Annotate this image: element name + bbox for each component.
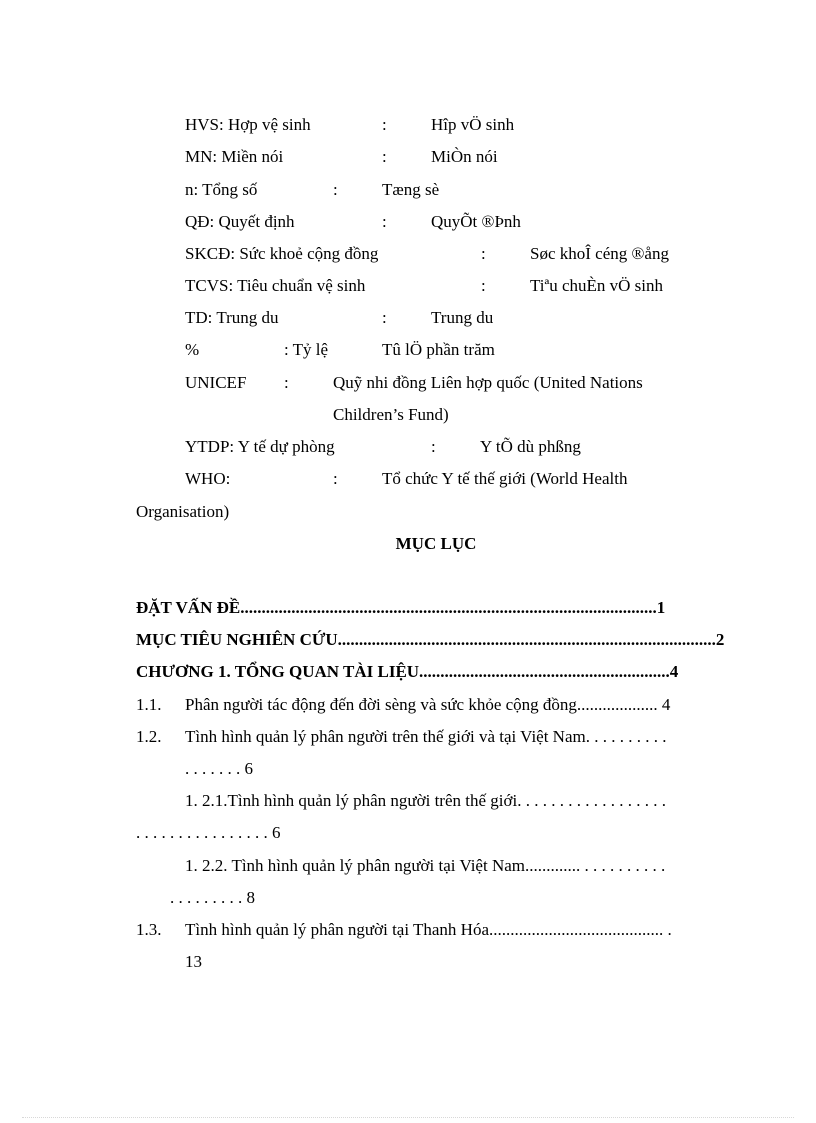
abbr-separator: : Tỷ lệ xyxy=(284,340,329,359)
abbr-separator: : xyxy=(382,308,387,327)
abbr-separator: : xyxy=(333,180,338,199)
abbr-term: QĐ: Quyết định xyxy=(185,212,295,231)
abbr-garbled-text: Søc khoÎ céng ®ång xyxy=(530,244,669,263)
abbr-row-unicef xyxy=(185,372,745,394)
abbr-row-hvs xyxy=(185,114,745,136)
abbr-row-td xyxy=(185,307,745,329)
abbr-separator: : xyxy=(333,469,338,488)
abbr-term: % xyxy=(185,340,200,359)
abbr-garbled-text: Tiªu chuÈn vÖ sinh xyxy=(530,276,663,295)
who-continuation: Organisation) xyxy=(136,502,230,521)
abbr-garbled-text: QuyÕt ®Þnh xyxy=(431,212,521,231)
toc-entry-1-2-2-page: . . . . . . . . . 8 xyxy=(170,888,255,907)
toc-entry-number: 1.1. xyxy=(136,695,162,714)
abbr-garbled-text: Trung du xyxy=(431,308,494,327)
abbr-term: MN: Miền nói xyxy=(185,147,284,166)
toc-entry-1-2-2: 1. 2.2. Tình hình quản lý phân người tại Việt Nam............. . . . . . . . . . . xyxy=(185,856,666,875)
page-bottom-border xyxy=(22,1117,794,1118)
abbr-term: YTDP: Y tế dự phòng xyxy=(185,437,335,456)
abbr-separator: : xyxy=(431,437,436,456)
toc-entry-1-2: Tình hình quản lý phân người trên thế giới và tại Việt Nam. . . . . . . . . . xyxy=(185,727,667,746)
abbr-term: HVS: Hợp vệ sinh xyxy=(185,115,311,134)
toc-entry-1-2-page: . . . . . . . 6 xyxy=(185,759,253,778)
abbr-term: n: Tổng số xyxy=(185,180,258,199)
toc-title: MỤC LỤC xyxy=(395,534,477,553)
abbr-row-qd xyxy=(185,211,745,233)
abbr-garbled-text: Hîp vÖ sinh xyxy=(431,115,515,134)
abbr-term: TD: Trung du xyxy=(185,308,279,327)
toc-entry-1-3: Tình hình quản lý phân người tại Thanh Hóa......................................... . xyxy=(185,920,672,939)
abbr-term: SKCĐ: Sức khoẻ cộng đồng xyxy=(185,244,379,263)
abbr-term: WHO: xyxy=(185,469,231,488)
abbr-garbled-text: Tổ chức Y tế thế giới (World Health xyxy=(382,469,628,488)
toc-entry-number: 1.2. xyxy=(136,727,162,746)
abbr-row-n xyxy=(185,179,745,201)
toc-entry-muc-tieu: MỤC TIÊU NGHIÊN CỨU.........................................................................................2 xyxy=(136,630,725,649)
abbr-row-who xyxy=(185,468,745,490)
abbr-row-tcvs xyxy=(185,275,745,297)
abbr-separator: : xyxy=(481,276,486,295)
abbr-separator: : xyxy=(382,115,387,134)
abbr-separator: : xyxy=(284,373,289,392)
toc-entry-chuong-1: CHƯƠNG 1. TỔNG QUAN TÀI LIỆU...........................................................4 xyxy=(136,662,679,681)
abbr-row-skcd xyxy=(185,243,745,265)
toc-entry-1-1: Phân người tác động đến đời sèng và sức khỏe cộng đồng................... 4 xyxy=(185,695,671,714)
abbr-garbled-text: Children’s Fund) xyxy=(333,405,449,424)
abbr-term: TCVS: Tiêu chuẩn vệ sinh xyxy=(185,276,366,295)
toc-entry-1-2-1-page: . . . . . . . . . . . . . . . . 6 xyxy=(136,823,281,842)
abbr-garbled-text: Tû lÖ phần trăm xyxy=(382,340,495,359)
abbr-row-unicef-continuation xyxy=(185,404,745,426)
abbr-garbled-text: Y tÕ dù phßng xyxy=(480,437,581,456)
toc-entry-1-3-page: 13 xyxy=(185,952,202,971)
abbr-garbled-text: MiÒn nói xyxy=(431,147,498,166)
abbr-garbled-text: Tæng sè xyxy=(382,180,440,199)
abbr-garbled-text: Quỹ nhi đồng Liên hợp quốc (United Nations xyxy=(333,373,643,392)
abbr-separator: : xyxy=(382,212,387,231)
abbr-row-ytdp xyxy=(185,436,745,458)
abbr-row-percent xyxy=(185,339,745,361)
abbr-term: UNICEF xyxy=(185,373,247,392)
toc-entry-number: 1.3. xyxy=(136,920,162,939)
abbr-separator: : xyxy=(481,244,486,263)
toc-entry-1-2-1: 1. 2.1.Tình hình quản lý phân người trên thế giới. . . . . . . . . . . . . . . . . . xyxy=(185,791,666,810)
abbr-row-mn xyxy=(185,146,745,168)
abbr-separator: : xyxy=(382,147,387,166)
toc-entry-dat-van-de: ĐẶT VẤN ĐỀ..................................................................................................1 xyxy=(136,598,666,617)
